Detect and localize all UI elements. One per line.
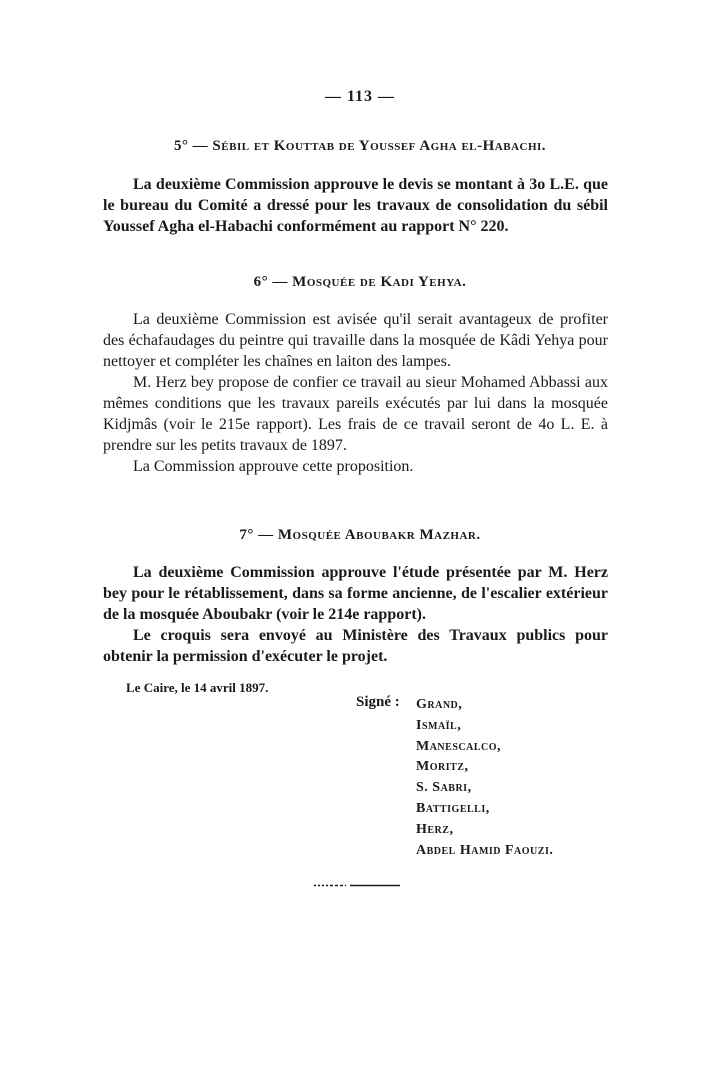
signature-label: Signé : bbox=[356, 694, 400, 710]
signatory-name: S. Sabri, bbox=[416, 780, 472, 796]
signatory-name: Battigelli, bbox=[416, 800, 490, 816]
signatory-name: Herz, bbox=[416, 821, 454, 837]
signatory-name: Grand, bbox=[416, 697, 463, 712]
section-5-heading: 5° — Sébil et Kouttab de Youssef Agha el-Habachi. bbox=[173, 138, 547, 154]
signatory-name: Manescalco, bbox=[416, 738, 502, 754]
section-7-paragraph-1: La deuxième Commission approuve l'étude présentée par M. Herz bey pour le rétablissement, dans sa forme ancienne, de l'escalier extérieur de la mosquée Aboubakr (voir le 214e rapport). bbox=[103, 564, 608, 623]
section-6-body bbox=[103, 309, 608, 477]
section-5-paragraph: La deuxième Commission approuve le devis se montant à 3o L.E. que le bureau du Comité a dressé pour les travaux de consolidation du sébil Youssef Agha el-Habachi conformément au rapport N° 220. bbox=[103, 176, 608, 235]
section-6-paragraph-2: M. Herz bey propose de confier ce travail au sieur Mohamed Abbassi aux mêmes conditions que les travaux pareils exécutés par lui dans la mosquée Kidjmâs (voir le 215e rapport). Les frais de ce travail seront de 4o L. E. à prendre sur les petits travaux de 1897. bbox=[103, 374, 608, 454]
section-5-body bbox=[103, 174, 608, 237]
signatory-name: Ismaïl, bbox=[416, 717, 462, 733]
section-6-heading: 6° — Mosquée de Kadi Yehya. bbox=[253, 274, 467, 290]
signatory-name: Abdel Hamid Faouzi. bbox=[416, 842, 554, 858]
page-number: — 113 — bbox=[324, 88, 396, 105]
signatory-list bbox=[416, 695, 553, 861]
dateline: Le Caire, le 14 avril 1897. bbox=[126, 680, 269, 695]
section-6-paragraph-1: La deuxième Commission est avisée qu'il serait avantageux de profiter des échafaudages du peintre qui travaille dans la mosquée de Kâdi Yehya pour nettoyer et compléter les chaînes en laiton des lampes. bbox=[103, 311, 608, 370]
section-6-paragraph-3: La Commission approuve cette proposition. bbox=[133, 458, 414, 475]
section-7-body bbox=[103, 562, 608, 667]
section-7-heading: 7° — Mosquée Aboubakr Mazhar. bbox=[239, 527, 481, 543]
signatory-name: Moritz, bbox=[416, 759, 469, 775]
end-divider bbox=[314, 884, 400, 887]
section-7-paragraph-2: Le croquis sera envoyé au Ministère des Travaux publics pour obtenir la permission d'exécuter le projet. bbox=[103, 627, 608, 665]
